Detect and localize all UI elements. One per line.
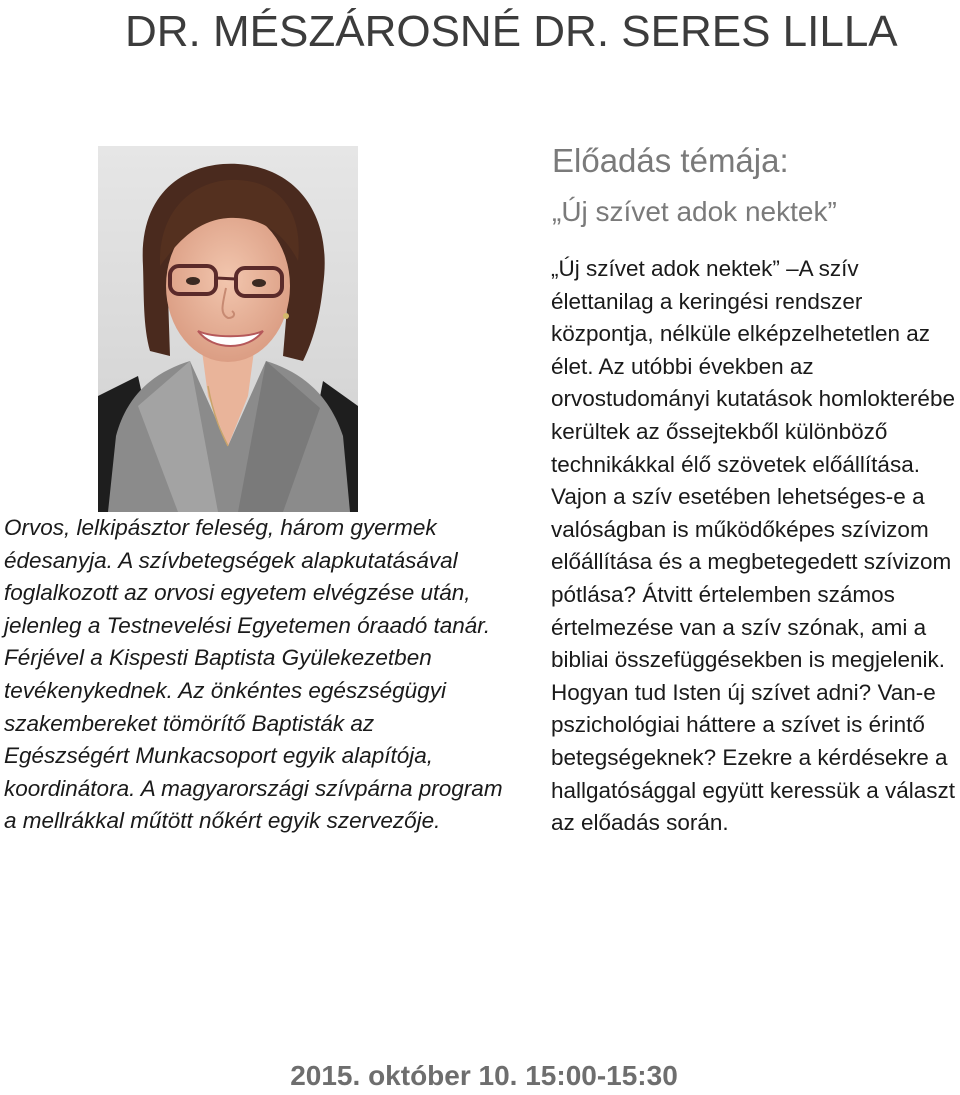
speaker-name: DR. MÉSZÁROSNÉ DR. SERES LILLA	[125, 7, 898, 56]
speaker-bio: Orvos, lelkipásztor feleség, három gyermek édesanyja. A szívbetegségek alapkutatásával foglalkozott az orvosi egyetem elvégzése után, jelenleg a Testnevelési Egyetemen óraadó tanár. Férjével a Kispesti Baptista Gyülekezetben tevékenykednek. Az önkéntes egészségügyi szakembereket tömörítő Baptisták az Egészségért Munkacsoport egyik alapítója, koordinátora. A magyarországi szívpárna program a mellrákkal műtött nőkért egyik szervezője.	[4, 515, 503, 834]
talk-label: Előadás témája:	[552, 142, 789, 179]
event-datetime: 2015. október 10. 15:00-15:30	[290, 1060, 678, 1091]
speaker-portrait	[98, 146, 358, 512]
talk-title: „Új szívet adok nektek”	[552, 196, 837, 227]
talk-abstract: „Új szívet adok nektek” –A szív élettanilag a keringési rendszer központja, nélküle elképzelhetetlen az élet. Az utóbbi években az orvostudományi kutatások homlokterébe kerültek az őssejtekből különböző technikákkal élő szövetek előállítása. Vajon a szív esetében lehetséges-e a valóságban is működőképes szívizom előállítása és a megbetegedett szívizom pótlása? Átvitt értelemben számos értelmezése van a szív szónak, ami a bibliai összefüggésekben is megjelenik. Hogyan tud Isten új szívet adni? Van-e pszichológiai háttere a szívet is érintő betegségeknek? Ezekre a kérdésekre a hallgatósággal együtt keressük a választ az előadás során.	[551, 256, 955, 836]
person-portrait-icon	[98, 146, 358, 512]
